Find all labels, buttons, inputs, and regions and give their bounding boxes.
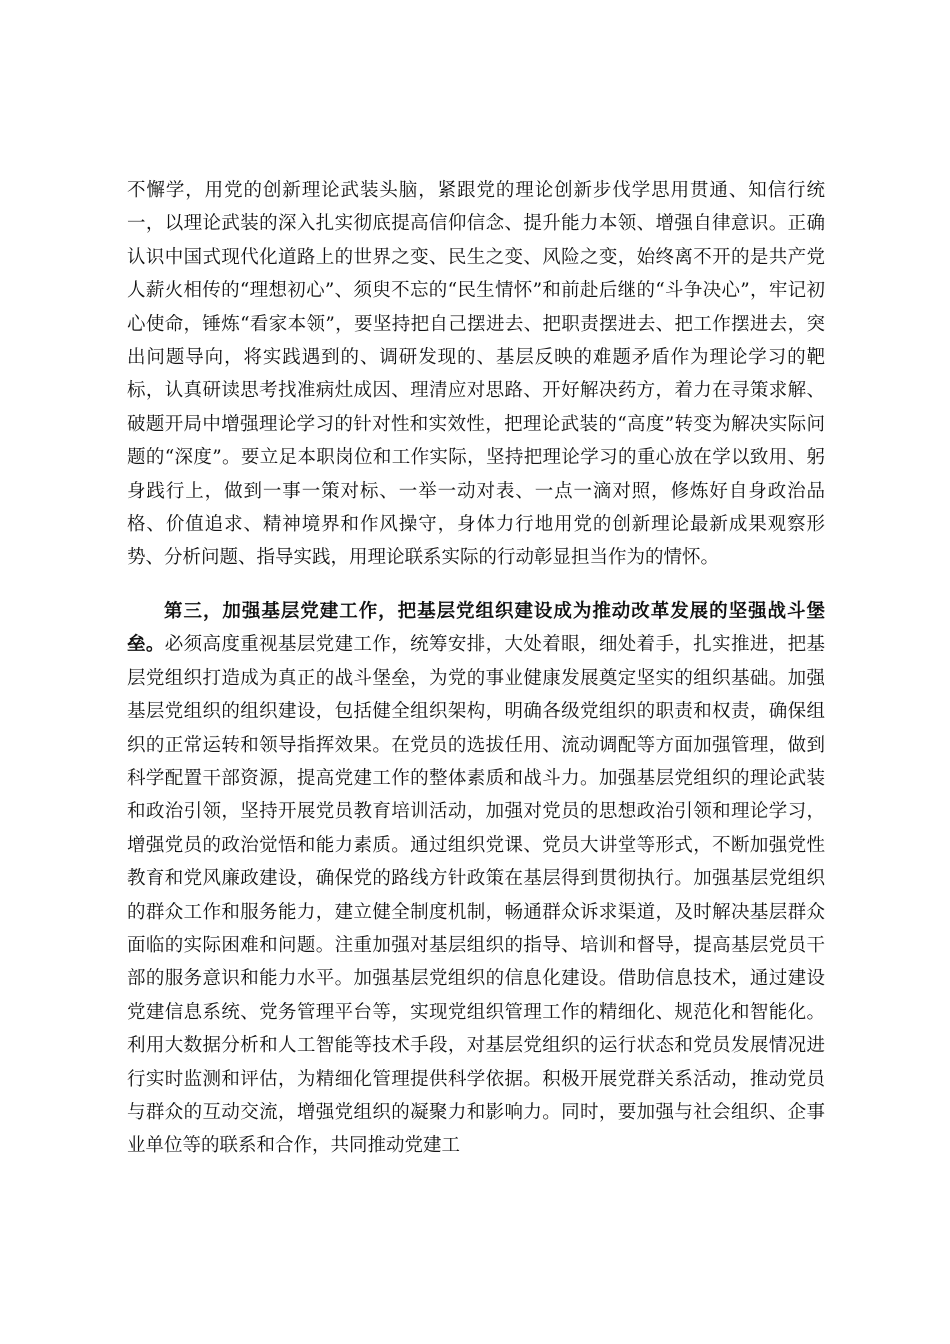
paragraph-grassroots-party-building: [127, 595, 825, 1163]
paragraph-body-text: 必须高度重视基层党建工作，统筹安排，大处着眼，细处着手，扎实推进，把基层党组织打造成为真正的战斗堡垒，为党的事业健康发展奠定坚实的组织基础。加强基层党组织的组织建设，包括健全组织架构，明确各级党组织的职责和权责，确保组织的正常运转和领导指挥效果。在党员的选拔任用、流动调配等方面加强管理，做到科学配置干部资源，提高党建工作的整体素质和战斗力。加强基层党组织的理论武装和政治引领，坚持开展党员教育培训活动，加强对党员的思想政治引领和理论学习，增强党员的政治觉悟和能力素质。通过组织党课、党员大讲堂等形式，不断加强党性教育和党风廉政建设，确保党的路线方针政策在基层得到贯彻执行。加强基层党组织的群众工作和服务能力，建立健全制度机制，畅通群众诉求渠道，及时解决基层群众面临的实际困难和问题。注重加强对基层组织的指导、培训和督导，提高基层党员干部的服务意识和能力水平。加强基层党组织的信息化建设。借助信息技术，通过建设党建信息系统、党务管理平台等，实现党组织管理工作的精细化、规范化和智能化。利用大数据分析和人工智能等技术手段，对基层党组织的运行状态和党员发展情况进行实时监测和评估，为精细化管理提供科学依据。积极开展党群关系活动，推动党员与群众的互动交流，增强党组织的凝聚力和影响力。同时，要加强与社会组织、企事业单位等的联系和合作，共同推动党建工: [127, 634, 825, 1157]
section-heading-third: 第三，加强基层党建工作，把基层党组织建设成为推动改革发展的坚强战斗堡垒。: [127, 600, 825, 656]
paragraph-theory-study: 不懈学，用党的创新理论武装头脑，紧跟党的理论创新步伐学思用贯通、知信行统一，以理论武装的深入扎实彻底提高信仰信念、提升能力本领、增强自律意识。正确认识中国式现代化道路上的世界之变、民生之变、风险之变，始终离不开的是共产党人薪火相传的“理想初心”、须臾不忘的“民生情怀”和前赴后继的“斗争决心”，牢记初心使命，锤炼“看家本领”，要坚持把自己摆进去、把职责摆进去、把工作摆进去，突出问题导向，将实践遇到的、调研发现的、基层反映的难题矛盾作为理论学习的靶标，认真研读思考找准病灶成因、理清应对思路、开好解决药方，着力在寻策求解、破题开局中增强理论学习的针对性和实效性，把理论武装的“高度”转变为解决实际问题的“深度”。要立足本职岗位和工作实际，坚持把理论学习的重心放在学以致用、躬身践行上，做到一事一策对标、一举一动对表、一点一滴对照，修炼好自身政治品格、价值追求、精神境界和作风操守，身体力行地用党的创新理论最新成果观察形势、分析问题、指导实践，用理论联系实际的行动彰显担当作为的情怀。: [127, 180, 825, 569]
document-body: [127, 174, 825, 1163]
